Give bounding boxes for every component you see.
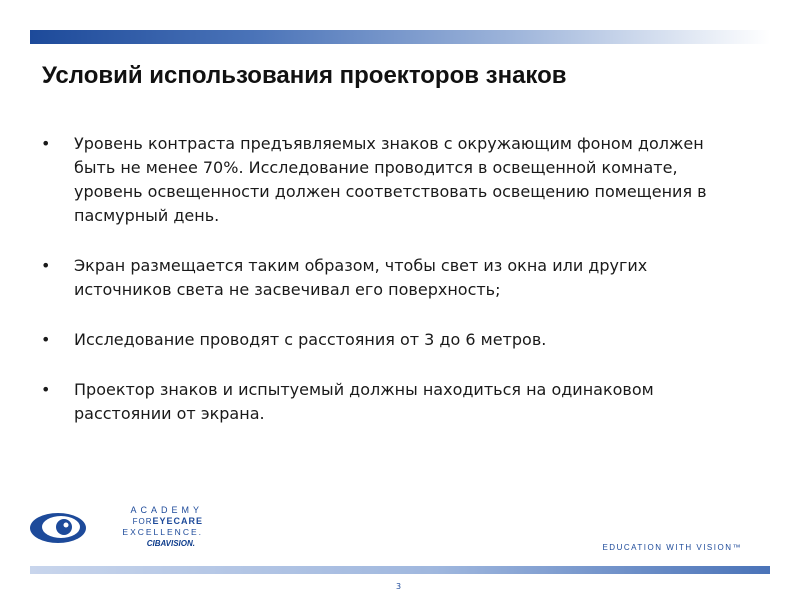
bullet-dot-icon: •	[41, 380, 51, 399]
footer-gradient-bar	[30, 566, 770, 574]
logo-line-academy: ACADEMY	[130, 505, 203, 515]
slide-title: Условий использования проекторов знаков	[42, 62, 567, 89]
bullet-dot-icon: •	[41, 134, 51, 153]
bullet-list	[40, 132, 730, 452]
logo-brand: CIBAVISION.	[146, 539, 195, 548]
eye-logo-icon	[28, 508, 88, 548]
logo-for: FOR	[132, 517, 153, 526]
bullet-text: Проектор знаков и испытуемый должны находиться на одинаковом расстоянии от экрана.	[74, 380, 654, 423]
logo-line-excellence: EXCELLENCE.	[122, 527, 203, 537]
logo-eyecare: EYECARE	[152, 516, 203, 526]
bullet-item	[40, 132, 730, 228]
academy-logo	[28, 505, 203, 557]
bullet-dot-icon: •	[41, 256, 51, 275]
tagline: EDUCATION WITH VISION™	[602, 543, 742, 552]
bullet-dot-icon: •	[41, 330, 51, 349]
header-gradient-bar	[30, 30, 770, 44]
bullet-item	[40, 328, 730, 352]
logo-text	[93, 505, 203, 549]
bullet-text: Уровень контраста предъявляемых знаков с окружающим фоном должен быть не менее 70%. Исследование проводится в освещенной комнате, уровень освещенности должен соответствовать освещению помещения в пасмурный день.	[74, 134, 707, 225]
page-number: 3	[396, 582, 402, 591]
logo-line-eyecare	[93, 516, 203, 527]
bullet-text: Исследование проводят с расстояния от 3 до 6 метров.	[74, 330, 547, 349]
bullet-text: Экран размещается таким образом, чтобы свет из окна или других источников света не засвечивал его поверхность;	[74, 256, 648, 299]
bullet-item	[40, 378, 730, 426]
bullet-item	[40, 254, 730, 302]
